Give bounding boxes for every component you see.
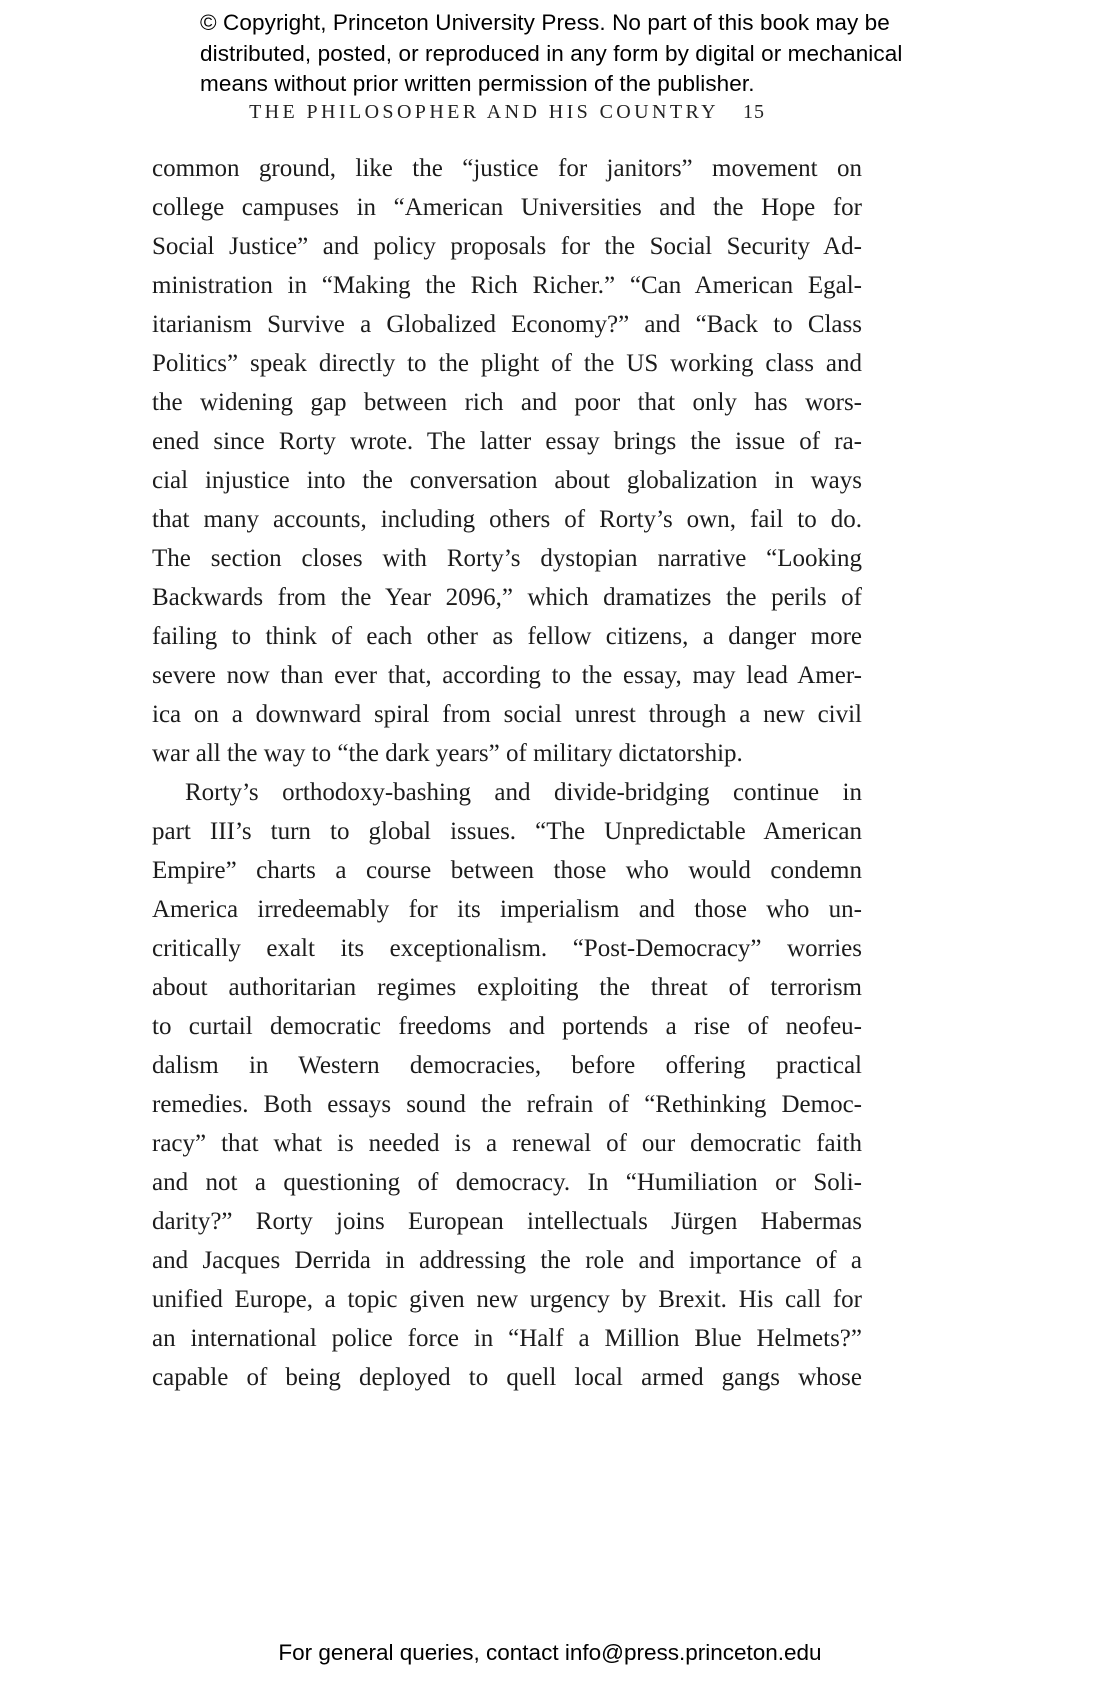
text-line: remedies. Both essays sound the refrain of “Rethinking Democ- <box>152 1091 862 1118</box>
text-line: ica on a downward spiral from social unrest through a new civil <box>152 701 862 728</box>
copyright-line-1: © Copyright, Princeton University Press. No part of this book may be <box>200 10 890 35</box>
text-line: unified Europe, a topic given new urgency by Brexit. His call for <box>152 1286 862 1313</box>
copyright-notice <box>200 8 920 100</box>
text-line: Backwards from the Year 2096,” which dramatizes the perils of <box>152 584 862 611</box>
text-line: college campuses in “American Universities and the Hope for <box>152 194 862 221</box>
body-text <box>152 149 862 1397</box>
footer-contact: For general queries, contact info@press.princeton.edu <box>278 1640 822 1665</box>
text-line: ened since Rorty wrote. The latter essay brings the issue of ra- <box>152 428 862 455</box>
text-line: the widening gap between rich and poor that only has wors- <box>152 389 862 416</box>
text-line: to curtail democratic freedoms and portends a rise of neofeu- <box>152 1013 862 1040</box>
text-line: Empire” charts a course between those who would condemn <box>152 857 862 884</box>
text-line: that many accounts, including others of Rorty’s own, fail to do. <box>152 506 862 533</box>
copyright-line-2: distributed, posted, or reproduced in any form by digital or mechanical <box>200 40 903 66</box>
text-line: cial injustice into the conversation about globalization in ways <box>152 467 862 494</box>
paragraph <box>152 149 862 773</box>
text-line: dalism in Western democracies, before offering practical <box>152 1052 862 1079</box>
text-line: and Jacques Derrida in addressing the role and importance of a <box>152 1247 862 1274</box>
text-line: ministration in “Making the Rich Richer.” “Can American Egal- <box>152 272 862 299</box>
text-line: capable of being deployed to quell local armed gangs whose <box>152 1364 862 1391</box>
text-line: severe now than ever that, according to the essay, may lead Amer- <box>152 662 862 689</box>
text-line: Social Justice” and policy proposals for the Social Security Ad- <box>152 233 862 260</box>
text-line: critically exalt its exceptionalism. “Post-Democracy” worries <box>152 935 862 962</box>
text-line: war all the way to “the dark years” of military dictatorship. <box>152 740 743 767</box>
text-line: Rorty’s orthodoxy-bashing and divide-bridging continue in <box>185 779 862 806</box>
copyright-line-3: means without prior written permission of the publisher. <box>200 71 755 96</box>
text-line: itarianism Survive a Globalized Economy?” and “Back to Class <box>152 311 862 338</box>
text-line: Politics” speak directly to the plight of the US working class and <box>152 350 862 377</box>
page-number: 15 <box>742 101 765 123</box>
text-line: an international police force in “Half a Million Blue Helmets?” <box>152 1325 862 1352</box>
text-line: part III’s turn to global issues. “The Unpredictable American <box>152 818 862 845</box>
text-line: failing to think of each other as fellow citizens, a danger more <box>152 623 862 650</box>
running-header-title: THE PHILOSOPHER AND HIS COUNTRY <box>249 101 719 123</box>
text-line: about authoritarian regimes exploiting the threat of terrorism <box>152 974 862 1001</box>
running-header <box>152 101 862 124</box>
paragraph <box>152 773 862 1397</box>
text-line: common ground, like the “justice for janitors” movement on <box>152 155 862 182</box>
text-line: and not a questioning of democracy. In “Humiliation or Soli- <box>152 1169 862 1196</box>
text-line: racy” that what is needed is a renewal of our democratic faith <box>152 1130 862 1157</box>
text-line: darity?” Rorty joins European intellectuals Jürgen Habermas <box>152 1208 862 1235</box>
text-line: America irredeemably for its imperialism and those who un- <box>152 896 862 923</box>
text-line: The section closes with Rorty’s dystopian narrative “Looking <box>152 545 862 572</box>
